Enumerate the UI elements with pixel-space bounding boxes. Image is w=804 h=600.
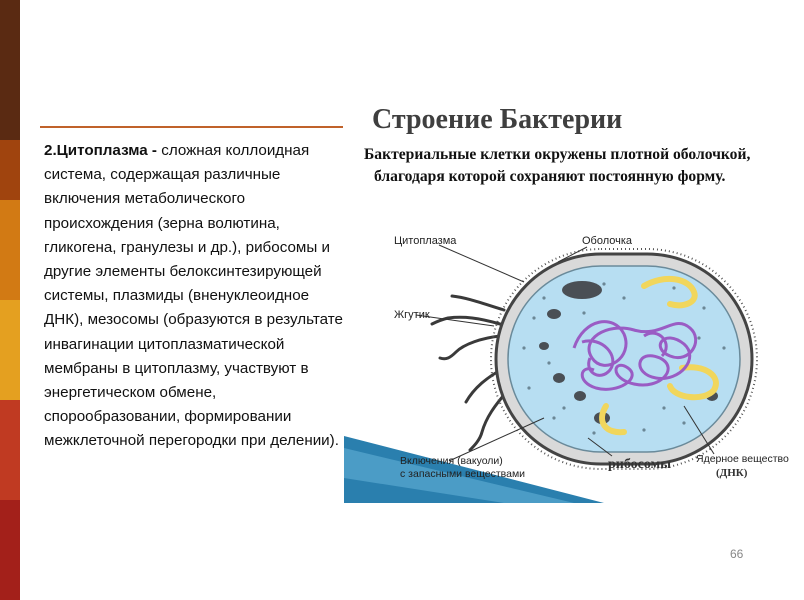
- stripe-red: [0, 400, 20, 500]
- subtitle-line-1: Бактериальные клетки окружены плотной оболочкой,: [364, 146, 751, 163]
- label-inclusions-2: с запасными веществами: [400, 468, 526, 480]
- page-number: 66: [730, 547, 744, 561]
- slide-title: Строение Бактерии: [372, 104, 623, 135]
- sidebar-stripe: [0, 0, 20, 600]
- subtitle-line-2: благодаря которой сохраняют постоянную форму.: [374, 168, 726, 185]
- stripe-amber: [0, 300, 20, 400]
- stripe-rust: [0, 140, 20, 200]
- stripe-darkred: [0, 500, 20, 600]
- slide-subtitle: [364, 144, 804, 188]
- label-flagellum: Жгутик: [394, 309, 430, 321]
- cytoplasm-description: [44, 139, 344, 454]
- cytoplasm-heading: 2.Цитоплазма -: [44, 142, 157, 159]
- label-ribosomes: рибосомы: [608, 457, 672, 472]
- stripe-orange: [0, 200, 20, 300]
- label-nuclear-1: Ядерное вещество: [696, 453, 789, 465]
- label-nuclear-2: (ДНК): [716, 467, 748, 479]
- stripe-brown: [0, 0, 20, 140]
- cytoplasm-body: сложная коллоидная система, содержащая различные включения метаболического происхождения (зерна волютина, гликогена, гранулезы и др.), рибосомы и другие элементы белоксинтезирующей системы, плазмиды (вненуклеоидное ДНК), мезосомы (образуются в результате инвагинации цитоплазматической мембраны в цитоплазму, участвуют в энергетическом обмене, спорообразовании, формировании межклеточной перегородки при делении).: [44, 142, 343, 450]
- label-inclusions-1: Включения (вакуоли): [400, 455, 503, 467]
- label-cytoplasm: Цитоплазма: [394, 235, 457, 247]
- title-rule: [40, 126, 343, 128]
- cytoplasm-body: [508, 266, 740, 452]
- label-membrane: Оболочка: [582, 235, 633, 247]
- bacterium-diagram: [344, 218, 789, 503]
